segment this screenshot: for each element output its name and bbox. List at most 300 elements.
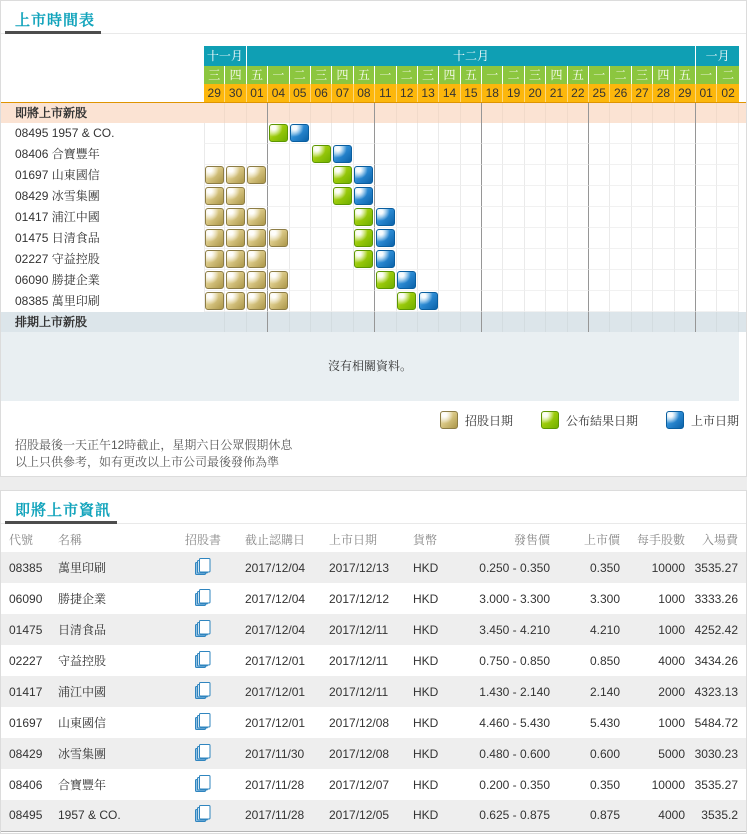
- footnote-line: 以上只供參考，如有更改以上市公司最後發佈為準: [15, 455, 280, 469]
- weekday-header: 二: [610, 66, 631, 84]
- section-grid-cell: [525, 312, 546, 332]
- gantt-cell: [311, 186, 332, 207]
- gantt-cell: [375, 207, 396, 228]
- gantt-cell: [332, 123, 353, 144]
- gantt-cell: [439, 207, 460, 228]
- gantt-cell: [653, 144, 674, 165]
- gantt-cell: [397, 123, 418, 144]
- gantt-cell: [290, 270, 311, 291]
- section-grid-cell: [311, 312, 332, 332]
- section-grid-cell: [632, 312, 653, 332]
- gantt-cell: [653, 207, 674, 228]
- section-grid-cell: [696, 312, 717, 332]
- gantt-cell: [653, 123, 674, 144]
- subscription-date-cell: [226, 229, 245, 247]
- gantt-cell: [311, 207, 332, 228]
- gantt-cell: [503, 207, 524, 228]
- gantt-cell: [503, 123, 524, 144]
- gantt-cell: [675, 228, 696, 249]
- col-header-cur: 貨幣: [413, 532, 438, 547]
- currency: HKD: [413, 653, 439, 668]
- col-header-list: 上市日期: [329, 532, 378, 547]
- gantt-cell: [589, 249, 610, 270]
- panel-gap: [0, 477, 747, 490]
- lot-size: 10000: [621, 552, 686, 583]
- gantt-cell: [397, 270, 418, 291]
- gantt-cell: [397, 207, 418, 228]
- section-grid-cell: [354, 312, 375, 332]
- date-header: 18: [482, 84, 503, 102]
- offer-price: 4.460 - 5.430: [479, 715, 550, 730]
- gantt-cell: [589, 291, 610, 312]
- listing-date-cell: [376, 250, 395, 268]
- weekday-header: 一: [482, 66, 503, 84]
- stock-row-label: 08406 合寶豐年: [15, 147, 100, 161]
- gantt-cell: [225, 291, 246, 312]
- gantt-row: [1, 123, 746, 144]
- gantt-cell: [632, 249, 653, 270]
- gantt-cell: [247, 165, 268, 186]
- subscription-date-cell: [205, 292, 224, 310]
- subscription-date-cell: [205, 208, 224, 226]
- month-header: 十二月: [247, 46, 696, 66]
- gantt-cell: [375, 228, 396, 249]
- currency: HKD: [396, 614, 444, 645]
- gantt-cell: [503, 270, 524, 291]
- gantt-cell: [546, 123, 567, 144]
- gantt-cell: [482, 228, 503, 249]
- gantt-cell: [418, 291, 439, 312]
- section-grid-cell: [247, 103, 268, 123]
- gantt-cell: [247, 249, 268, 270]
- listing-gantt-chart: [1, 46, 746, 401]
- gantt-cell: [225, 186, 246, 207]
- gantt-cell: [247, 207, 268, 228]
- weekday-header: 五: [354, 66, 375, 84]
- lot-size: 4000: [658, 653, 685, 668]
- date-header: 01: [696, 84, 717, 102]
- subscription-date-cell: [205, 229, 224, 247]
- subscription-date-cell: [269, 292, 288, 310]
- stock-row-label: 01417 浦江中國: [15, 210, 100, 224]
- panel-head: [1, 491, 746, 524]
- gantt-cell: [439, 144, 460, 165]
- gantt-cell: [418, 123, 439, 144]
- result-date-cell: [312, 145, 331, 163]
- gantt-cell: [653, 228, 674, 249]
- gantt-cell: [225, 123, 246, 144]
- section-grid-cell: [610, 103, 631, 123]
- table-row: [1, 769, 746, 800]
- panel-title: 即將上市資訊: [15, 502, 112, 519]
- gantt-cell: [568, 270, 589, 291]
- weekday-header: 五: [247, 66, 268, 84]
- gantt-cell: [696, 207, 717, 228]
- prospectus-icon[interactable]: [194, 743, 212, 762]
- title-underline: [5, 31, 101, 34]
- gantt-cell: [717, 291, 738, 312]
- stock-name: 山東國信: [58, 716, 107, 730]
- section-grid-cell: [482, 103, 503, 123]
- listing-date: 2017/12/13: [312, 552, 396, 583]
- section-grid-cell: [696, 103, 717, 123]
- result-date-cell: [354, 229, 373, 247]
- subscription-date-cell: [205, 271, 224, 289]
- prospectus-icon[interactable]: [194, 588, 212, 607]
- offer-price: 0.750 - 0.850: [479, 653, 550, 668]
- gantt-cell: [632, 291, 653, 312]
- gantt-cell: [696, 291, 717, 312]
- lot-size: 4000: [621, 800, 686, 831]
- section-grid-cell: [247, 312, 268, 332]
- gantt-cell: [589, 123, 610, 144]
- subscription-date-cell: [226, 208, 245, 226]
- prospectus-icon[interactable]: [194, 712, 212, 731]
- section-grid-cell: [503, 312, 524, 332]
- gantt-cell: [653, 291, 674, 312]
- section-grid-cell: [268, 103, 289, 123]
- gantt-cell: [610, 291, 631, 312]
- gantt-cell: [311, 270, 332, 291]
- panel-title: 上市時間表: [15, 12, 96, 29]
- section-grid-cell: [568, 312, 589, 332]
- gantt-cell: [332, 291, 353, 312]
- gantt-cell: [225, 249, 246, 270]
- close-date: 2017/11/28: [228, 800, 312, 831]
- prospectus-cell: [178, 676, 228, 707]
- gantt-cell: [482, 291, 503, 312]
- gantt-cell: [653, 165, 674, 186]
- gantt-cell: [439, 270, 460, 291]
- listing-date: 2017/12/05: [312, 800, 396, 831]
- stock-code: 01475: [1, 614, 56, 645]
- legend-item-sub: [440, 411, 513, 429]
- gantt-cell: [589, 228, 610, 249]
- gantt-cell: [354, 207, 375, 228]
- col-header-offer: 發售價: [513, 532, 550, 547]
- gantt-cell: [354, 144, 375, 165]
- prospectus-icon[interactable]: [194, 650, 212, 669]
- result-date-cell: [397, 292, 416, 310]
- gantt-cell: [717, 207, 738, 228]
- header-spacer: [1, 84, 204, 102]
- offer-price: 1.430 - 2.140: [444, 676, 551, 707]
- currency: HKD: [396, 738, 444, 769]
- section-label: 即將上市新股: [15, 106, 88, 120]
- gantt-cell: [568, 207, 589, 228]
- stock-row-label: 01697 山東國信: [15, 168, 100, 182]
- gantt-cell: [332, 249, 353, 270]
- gantt-row: [1, 270, 746, 291]
- entry-fee: 3030.23: [686, 738, 746, 769]
- stock-row-label: 08495 1957 & CO.: [15, 126, 115, 140]
- weekday-header: 四: [332, 66, 353, 84]
- gantt-row: [1, 165, 746, 186]
- stock-code: 01697: [9, 715, 43, 730]
- gantt-cell: [268, 207, 289, 228]
- date-header: 04: [268, 84, 289, 102]
- gantt-cell: [525, 123, 546, 144]
- gantt-cell: [268, 123, 289, 144]
- legend-item-res: [541, 411, 638, 429]
- stock-code: 08385: [1, 552, 56, 583]
- gantt-cell: [397, 228, 418, 249]
- close-date: 2017/11/28: [245, 777, 305, 792]
- listing-price: 0.350: [589, 777, 620, 792]
- stock-row-label: 01475 日清食品: [15, 231, 100, 245]
- section-grid-cell: [225, 103, 246, 123]
- gantt-cell: [525, 291, 546, 312]
- gantt-cell: [632, 165, 653, 186]
- gantt-cell: [589, 144, 610, 165]
- date-header: 20: [525, 84, 546, 102]
- gantt-cell: [589, 207, 610, 228]
- gantt-cell: [546, 270, 567, 291]
- gantt-cell: [247, 144, 268, 165]
- gantt-cell: [439, 249, 460, 270]
- gantt-cell: [525, 186, 546, 207]
- prospectus-cell: [178, 552, 228, 583]
- gantt-cell: [675, 165, 696, 186]
- gantt-row: [1, 186, 746, 207]
- gantt-cell: [439, 123, 460, 144]
- weekday-row: [1, 66, 746, 84]
- gantt-cell: [696, 123, 717, 144]
- prospectus-icon[interactable]: [194, 774, 212, 793]
- gantt-cell: [354, 165, 375, 186]
- offer-price: 3.000 - 3.300: [479, 591, 550, 606]
- gantt-cell: [482, 270, 503, 291]
- legend-swatch-sub: [440, 411, 458, 429]
- gantt-cell: [717, 249, 738, 270]
- gantt-row: [1, 249, 746, 270]
- section-grid-cell: [717, 312, 738, 332]
- gantt-cell: [332, 207, 353, 228]
- section-grid-cell: [632, 103, 653, 123]
- gantt-cell: [354, 228, 375, 249]
- listing-price: 3.300: [589, 591, 620, 606]
- gantt-cell: [204, 165, 225, 186]
- subscription-date-cell: [205, 250, 224, 268]
- listing-price: 0.600: [551, 738, 621, 769]
- gantt-cell: [653, 186, 674, 207]
- gantt-cell: [397, 291, 418, 312]
- gantt-cell: [290, 228, 311, 249]
- gantt-cell: [503, 291, 524, 312]
- gantt-cell: [717, 270, 738, 291]
- gantt-cell: [589, 165, 610, 186]
- prospectus-icon[interactable]: [194, 557, 212, 576]
- subscription-date-cell: [247, 166, 266, 184]
- upcoming-listing-info-panel: [0, 490, 747, 834]
- weekday-header: 三: [204, 66, 225, 84]
- entry-fee: 3434.26: [694, 653, 738, 668]
- gantt-cell: [632, 228, 653, 249]
- legend-label: 公布結果日期: [565, 413, 638, 428]
- subscription-date-cell: [247, 271, 266, 289]
- section-grid-cell: [204, 103, 225, 123]
- upcoming-listing-table: [1, 526, 746, 832]
- section-label: 排期上市新股: [15, 315, 88, 329]
- gantt-cell: [311, 165, 332, 186]
- gantt-cell: [204, 228, 225, 249]
- header-spacer: [1, 46, 204, 66]
- lot-size: 1000: [621, 614, 686, 645]
- date-header: 02: [717, 84, 738, 102]
- weekday-header: 四: [439, 66, 460, 84]
- gantt-cell: [525, 249, 546, 270]
- gantt-cell: [482, 165, 503, 186]
- gantt-cell: [503, 249, 524, 270]
- gantt-cell: [354, 291, 375, 312]
- stock-row-label: 08385 萬里印刷: [15, 294, 100, 308]
- gantt-cell: [610, 186, 631, 207]
- gantt-cell: [311, 249, 332, 270]
- prospectus-icon[interactable]: [194, 681, 212, 700]
- offer-price: 0.480 - 0.600: [444, 738, 551, 769]
- weekday-header: 二: [717, 66, 738, 84]
- gantt-cell: [418, 270, 439, 291]
- gantt-cell: [675, 186, 696, 207]
- listing-date: 2017/12/11: [312, 614, 396, 645]
- gantt-cell: [397, 249, 418, 270]
- section-grid-cell: [546, 103, 567, 123]
- gantt-cell: [247, 228, 268, 249]
- gantt-cell: [397, 144, 418, 165]
- currency: HKD: [396, 800, 444, 831]
- section-grid-cell: [568, 103, 589, 123]
- gantt-cell: [311, 228, 332, 249]
- gantt-cell: [546, 186, 567, 207]
- section-grid-cell: [397, 312, 418, 332]
- date-header: 28: [653, 84, 674, 102]
- gantt-cell: [375, 249, 396, 270]
- gantt-cell: [290, 144, 311, 165]
- result-date-cell: [269, 124, 288, 142]
- weekday-header: 五: [675, 66, 696, 84]
- section-grid-cell: [439, 103, 460, 123]
- section-grid-cell: [290, 103, 311, 123]
- gantt-cell: [247, 186, 268, 207]
- col-header-name: 名稱: [58, 532, 83, 547]
- gantt-cell: [375, 165, 396, 186]
- section-grid-cell: [311, 103, 332, 123]
- gantt-cell: [268, 270, 289, 291]
- legend-swatch-res: [541, 411, 559, 429]
- subscription-date-cell: [226, 271, 245, 289]
- section-grid-cell: [290, 312, 311, 332]
- gantt-cell: [354, 123, 375, 144]
- gantt-row: [1, 207, 746, 228]
- listing-date-cell: [419, 292, 438, 310]
- gantt-cell: [290, 207, 311, 228]
- prospectus-cell: [178, 769, 228, 800]
- close-date: 2017/12/04: [245, 591, 306, 606]
- gantt-cell: [332, 186, 353, 207]
- gantt-cell: [439, 165, 460, 186]
- gantt-cell: [610, 228, 631, 249]
- no-data-message: 沒有相關資料。: [1, 332, 739, 401]
- gantt-cell: [546, 165, 567, 186]
- section-grid-cell: [503, 103, 524, 123]
- gantt-cell: [482, 249, 503, 270]
- gantt-cell: [568, 228, 589, 249]
- weekday-header: 一: [268, 66, 289, 84]
- gantt-cell: [332, 144, 353, 165]
- gantt-cell: [332, 270, 353, 291]
- listing-price: 2.140: [551, 676, 621, 707]
- gantt-cell: [653, 270, 674, 291]
- gantt-cell: [632, 144, 653, 165]
- stock-code: 02227: [9, 653, 43, 668]
- gantt-cell: [290, 165, 311, 186]
- gantt-cell: [290, 123, 311, 144]
- gantt-cell: [568, 144, 589, 165]
- gantt-cell: [418, 228, 439, 249]
- section-grid-cell: [461, 312, 482, 332]
- gantt-cell: [290, 186, 311, 207]
- section-grid-cell: [610, 312, 631, 332]
- gantt-cell: [503, 165, 524, 186]
- stock-row-label: 08429 冰雪集團: [15, 189, 100, 203]
- gantt-cell: [675, 249, 696, 270]
- section-header-scheduled: [1, 312, 746, 332]
- gantt-cell: [589, 186, 610, 207]
- gantt-cell: [204, 207, 225, 228]
- lot-size: 1000: [658, 715, 685, 730]
- gantt-cell: [546, 144, 567, 165]
- prospectus-icon[interactable]: [194, 619, 212, 638]
- weekday-header: 四: [225, 66, 246, 84]
- listing-date: 2017/12/11: [329, 653, 389, 668]
- gantt-cell: [675, 144, 696, 165]
- col-header-lot: 每手股數: [636, 532, 685, 547]
- section-grid-cell: [418, 103, 439, 123]
- prospectus-icon[interactable]: [194, 804, 212, 823]
- month-header: 十一月: [204, 46, 247, 66]
- gantt-cell: [332, 165, 353, 186]
- listing-date-cell: [354, 187, 373, 205]
- stock-code: 01417: [1, 676, 56, 707]
- gantt-cell: [675, 123, 696, 144]
- stock-name: 合寶豐年: [58, 778, 107, 792]
- gantt-cell: [439, 186, 460, 207]
- gantt-cell: [675, 207, 696, 228]
- legend-label: 招股日期: [464, 413, 513, 428]
- date-header: 07: [332, 84, 353, 102]
- col-header-fee: 入場費: [701, 532, 738, 547]
- offer-price: 3.450 - 4.210: [444, 614, 551, 645]
- table-row: [1, 738, 746, 769]
- weekday-header: 二: [290, 66, 311, 84]
- offer-price: 0.250 - 0.350: [444, 552, 551, 583]
- gantt-legend: [1, 411, 739, 429]
- gantt-cell: [354, 270, 375, 291]
- section-grid-cell: [332, 312, 353, 332]
- prospectus-cell: [178, 800, 228, 831]
- section-grid-cell: [675, 103, 696, 123]
- gantt-cell: [461, 144, 482, 165]
- gantt-cell: [461, 207, 482, 228]
- currency: HKD: [396, 552, 444, 583]
- section-grid-cell: [482, 312, 503, 332]
- section-grid-cell: [546, 312, 567, 332]
- currency: HKD: [396, 676, 444, 707]
- close-date: 2017/12/04: [228, 552, 312, 583]
- gantt-cell: [610, 123, 631, 144]
- gantt-cell: [311, 144, 332, 165]
- weekday-header: 二: [397, 66, 418, 84]
